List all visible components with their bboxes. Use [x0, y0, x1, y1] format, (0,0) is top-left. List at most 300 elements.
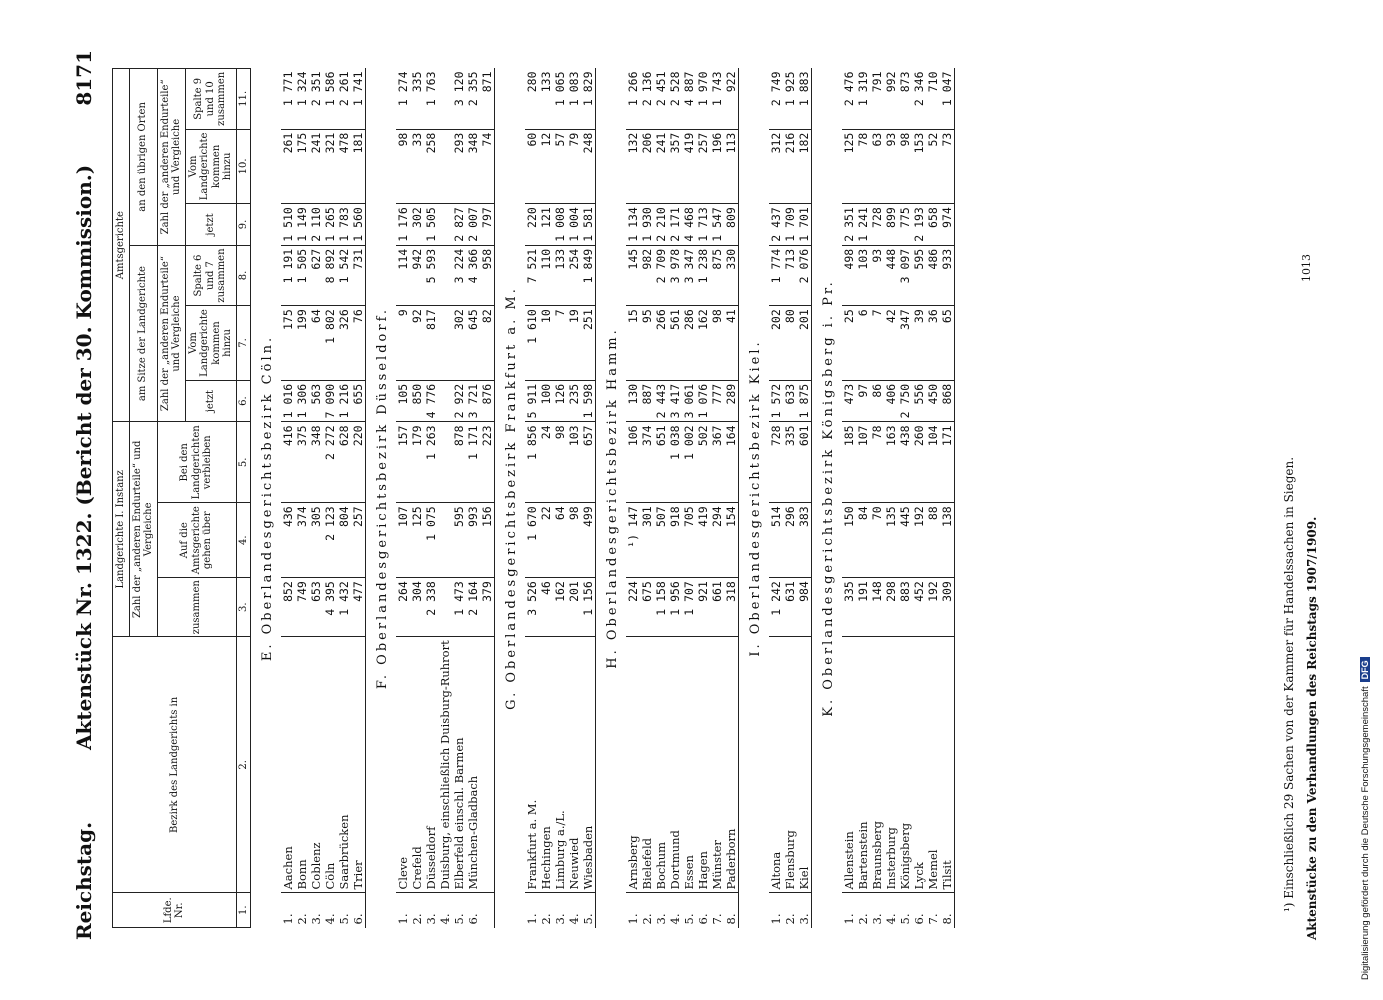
- district-name: Cleve: [396, 637, 410, 893]
- value-cell: 675: [640, 578, 654, 637]
- value-cell: 1 581: [581, 204, 596, 246]
- row-number: 1.: [525, 913, 539, 925]
- value-cell: 25: [842, 306, 856, 381]
- col-sp67: Spalte 6 und 7 zusammen: [185, 245, 236, 305]
- value-cell: 1 849: [581, 245, 596, 305]
- value-cell: 3 417: [668, 380, 682, 422]
- value-cell: 100: [539, 380, 553, 422]
- value-cell: 7 521: [525, 245, 539, 305]
- table-row: [424, 69, 438, 928]
- district-name: Kiel: [797, 637, 812, 893]
- table-row: [842, 69, 856, 928]
- table-row: [856, 69, 870, 928]
- value-cell: 125: [410, 503, 424, 578]
- value-cell: [438, 245, 452, 305]
- district-name: Altona: [769, 637, 783, 893]
- value-cell: 2 136: [640, 69, 654, 130]
- dfg-notice-text: Digitalisierung gefördert durch die Deutsche Forschungsgemeinschaft: [1360, 686, 1371, 980]
- column-number: 3.: [236, 578, 251, 637]
- value-cell: 220: [525, 204, 539, 246]
- value-cell: 1 274: [396, 69, 410, 130]
- row-number: 5.: [452, 913, 466, 925]
- value-cell: 1 771: [281, 69, 295, 130]
- value-cell: 312: [769, 129, 783, 204]
- value-cell: 383: [797, 503, 812, 578]
- value-cell: 78: [870, 422, 884, 503]
- value-cell: 1 432: [337, 578, 351, 637]
- col-jetzt-1: jetzt: [185, 380, 236, 422]
- value-cell: 318: [724, 578, 739, 637]
- row-number: 5.: [898, 913, 912, 925]
- value-cell: 305: [309, 503, 323, 578]
- value-cell: 57: [553, 129, 567, 204]
- value-cell: 2 193: [912, 204, 926, 246]
- value-cell: 563: [309, 380, 323, 422]
- district-name: Frankfurt a. M.: [525, 637, 539, 893]
- value-cell: 3 721: [466, 380, 480, 422]
- district-name: Elberfeld einschl. Barmen: [452, 637, 466, 893]
- section-heading-row: [812, 69, 842, 928]
- value-cell: 852: [281, 578, 295, 637]
- value-cell: 98: [898, 129, 912, 204]
- value-cell: 4 468: [682, 204, 696, 246]
- value-cell: 499: [581, 503, 596, 578]
- value-cell: 514: [769, 503, 783, 578]
- value-cell: 657: [581, 422, 596, 503]
- value-cell: 3 061: [682, 380, 696, 422]
- value-cell: 114: [396, 245, 410, 305]
- header-page-number: 8171: [72, 50, 96, 106]
- column-number: 10.: [236, 129, 251, 204]
- row-number: 4.: [884, 913, 898, 925]
- value-cell: 289: [724, 380, 739, 422]
- row-number: 8.: [724, 913, 738, 925]
- value-cell: 2 443: [654, 380, 668, 422]
- value-cell: 191: [856, 578, 870, 637]
- value-cell: 260: [912, 422, 926, 503]
- table-body: [251, 69, 956, 928]
- value-cell: 1 707: [682, 578, 696, 637]
- value-cell: 1 586: [323, 69, 337, 130]
- value-cell: 876: [480, 380, 495, 422]
- value-cell: 1 473: [452, 578, 466, 637]
- table-row: [281, 69, 295, 928]
- value-cell: 88: [926, 503, 940, 578]
- value-cell: 379: [480, 578, 495, 637]
- section-title: K. Oberlandesgerichtsbezirk Königsberg i. Pr.: [821, 279, 836, 717]
- district-name: Trier: [351, 637, 366, 893]
- value-cell: 749: [295, 578, 309, 637]
- district-name: Insterburg: [884, 637, 898, 893]
- value-cell: 241: [654, 129, 668, 204]
- table-row: [797, 69, 812, 928]
- value-cell: [438, 578, 452, 637]
- value-cell: [438, 306, 452, 381]
- section-heading-row: [495, 69, 525, 928]
- value-cell: 175: [295, 129, 309, 204]
- row-number: 4.: [438, 913, 452, 925]
- value-cell: 2 171: [668, 204, 682, 246]
- value-cell: 2 351: [309, 69, 323, 130]
- table-row: [337, 69, 351, 928]
- value-cell: 1 572: [769, 380, 783, 422]
- value-cell: 164: [724, 422, 739, 503]
- value-cell: 1 930: [640, 204, 654, 246]
- value-cell: 631: [783, 578, 797, 637]
- value-cell: 2 827: [452, 204, 466, 246]
- value-cell: 135: [884, 503, 898, 578]
- col-lg-zahl: Zahl der „anderen Endurteile“ und Vergleiche: [129, 422, 157, 637]
- value-cell: 1 191: [281, 245, 295, 305]
- district-name: Allenstein: [842, 637, 856, 893]
- value-cell: 15: [626, 306, 640, 381]
- value-cell: 298: [884, 578, 898, 637]
- value-cell: 982: [640, 245, 654, 305]
- value-cell: 64: [553, 503, 567, 578]
- table-row: [668, 69, 682, 928]
- value-cell: 1 925: [783, 69, 797, 130]
- value-cell: 1 266: [626, 69, 640, 130]
- table-row: [926, 69, 940, 928]
- value-cell: 171: [940, 422, 955, 503]
- value-cell: 223: [480, 422, 495, 503]
- value-cell: 921: [696, 578, 710, 637]
- value-cell: 1 216: [337, 380, 351, 422]
- value-cell: 296: [783, 503, 797, 578]
- value-cell: 775: [898, 204, 912, 246]
- value-cell: 2 749: [769, 69, 783, 130]
- value-cell: 791: [870, 69, 884, 130]
- col-lfde-nr: Lfde. Nr.: [113, 893, 237, 928]
- value-cell: 326: [337, 306, 351, 381]
- value-cell: 335: [783, 422, 797, 503]
- table-row: [553, 69, 567, 928]
- table-row: [654, 69, 668, 928]
- row-number: 4.: [567, 913, 581, 925]
- value-cell: 330: [724, 245, 739, 305]
- value-cell: 601: [797, 422, 812, 503]
- value-cell: 4 776: [424, 380, 438, 422]
- value-cell: 103: [856, 245, 870, 305]
- value-cell: 241: [309, 129, 323, 204]
- district-name: Bartenstein: [856, 637, 870, 893]
- value-cell: 1 065: [553, 69, 567, 130]
- value-cell: 1 956: [668, 578, 682, 637]
- value-cell: 235: [567, 380, 581, 422]
- value-cell: 98: [396, 129, 410, 204]
- value-cell: 1 076: [696, 380, 710, 422]
- value-cell: 36: [926, 306, 940, 381]
- row-number: 1.: [396, 913, 410, 925]
- value-cell: 175: [281, 306, 295, 381]
- value-cell: 2 451: [654, 69, 668, 130]
- table-row: [567, 69, 581, 928]
- value-cell: 150: [842, 503, 856, 578]
- value-cell: 148: [870, 578, 884, 637]
- page-number: 1013: [1300, 254, 1313, 282]
- value-cell: [438, 69, 452, 130]
- district-name: Cöln: [323, 637, 337, 893]
- value-cell: 478: [337, 129, 351, 204]
- district-name: Coblenz: [309, 637, 323, 893]
- value-cell: 110: [539, 245, 553, 305]
- value-cell: 561: [668, 306, 682, 381]
- col-bezirk: Bezirk des Landgerichts in: [113, 637, 237, 893]
- value-cell: 2 261: [337, 69, 351, 130]
- value-cell: 1 242: [769, 578, 783, 637]
- value-cell: 3 347: [682, 245, 696, 305]
- value-cell: 633: [783, 380, 797, 422]
- value-cell: 878: [452, 422, 466, 503]
- table-row: [581, 69, 596, 928]
- value-cell: 1 149: [295, 204, 309, 246]
- district-name: Crefeld: [410, 637, 424, 893]
- value-cell: 138: [940, 503, 955, 578]
- value-cell: 3 224: [452, 245, 466, 305]
- value-cell: 280: [525, 69, 539, 130]
- row-number: 6.: [696, 913, 710, 925]
- column-number: 11.: [236, 69, 251, 130]
- value-cell: 1 743: [710, 69, 724, 130]
- value-cell: 113: [724, 129, 739, 204]
- value-cell: 1 241: [856, 204, 870, 246]
- value-cell: 2 076: [797, 245, 812, 305]
- district-name: Münster: [710, 637, 724, 893]
- district-name: Aachen: [281, 637, 295, 893]
- value-cell: 367: [710, 422, 724, 503]
- table-row: [696, 69, 710, 928]
- value-cell: 1 505: [295, 245, 309, 305]
- value-cell: 2 210: [654, 204, 668, 246]
- value-cell: 2 007: [466, 204, 480, 246]
- value-cell: 12: [539, 129, 553, 204]
- row-number: 6.: [466, 913, 480, 925]
- value-cell: 473: [842, 380, 856, 422]
- value-cell: 4 887: [682, 69, 696, 130]
- value-cell: 301: [640, 503, 654, 578]
- value-cell: 335: [410, 69, 424, 130]
- row-number: [480, 893, 495, 928]
- value-cell: 286: [682, 306, 696, 381]
- column-number: 2.: [236, 637, 251, 893]
- value-cell: 7: [870, 306, 884, 381]
- value-cell: 97: [856, 380, 870, 422]
- value-cell: 2 437: [769, 204, 783, 246]
- section-title: I. Oberlandesgerichtsbezirk Kiel.: [748, 339, 763, 657]
- value-cell: 179: [410, 422, 424, 503]
- value-cell: 445: [898, 503, 912, 578]
- value-cell: 710: [926, 69, 940, 130]
- row-number: 3.: [797, 913, 811, 925]
- footnote: ¹) Einschließlich 29 Sachen von der Kammer für Handelssachen in Siegen.: [1282, 456, 1296, 912]
- value-cell: [438, 204, 452, 246]
- table-row: [410, 69, 424, 928]
- value-cell: 731: [351, 245, 366, 305]
- value-cell: 2 338: [424, 578, 438, 637]
- value-cell: 498: [842, 245, 856, 305]
- table-row: [466, 69, 480, 928]
- value-cell: 438: [898, 422, 912, 503]
- value-cell: 348: [309, 422, 323, 503]
- value-cell: 304: [410, 578, 424, 637]
- value-cell: 206: [640, 129, 654, 204]
- value-cell: 1 829: [581, 69, 596, 130]
- table-row: [309, 69, 323, 928]
- value-cell: 321: [323, 129, 337, 204]
- value-cell: 627: [309, 245, 323, 305]
- value-cell: 899: [884, 204, 898, 246]
- value-cell: 797: [480, 204, 495, 246]
- col-ag-uebrig-zahl: Zahl der „anderen Endurteile“ und Vergleiche: [157, 69, 185, 246]
- value-cell: 1 238: [696, 245, 710, 305]
- value-cell: 661: [710, 578, 724, 637]
- value-cell: 7 090: [323, 380, 337, 422]
- table-row: [724, 69, 739, 928]
- row-number: 3.: [309, 913, 323, 925]
- value-cell: 76: [351, 306, 366, 381]
- row-number: 2.: [539, 913, 553, 925]
- value-cell: 42: [884, 306, 898, 381]
- value-cell: 22: [539, 503, 553, 578]
- value-cell: 6: [856, 306, 870, 381]
- value-cell: [438, 129, 452, 204]
- value-cell: 375: [295, 422, 309, 503]
- district-name: Bochum: [654, 637, 668, 893]
- district-name: Flensburg: [783, 637, 797, 893]
- value-cell: 107: [856, 422, 870, 503]
- value-cell: 419: [682, 129, 696, 204]
- section-title: G. Oberlandesgerichtsbezirk Frankfurt a. M.: [504, 286, 519, 710]
- value-cell: 73: [940, 129, 955, 204]
- value-cell: 257: [696, 129, 710, 204]
- value-cell: 192: [926, 578, 940, 637]
- value-cell: 60: [525, 129, 539, 204]
- value-cell: 2 528: [668, 69, 682, 130]
- value-cell: 93: [870, 245, 884, 305]
- value-cell: 992: [884, 69, 898, 130]
- district-name: Memel: [926, 637, 940, 893]
- value-cell: 416: [281, 422, 295, 503]
- value-cell: 728: [870, 204, 884, 246]
- value-cell: 10: [539, 306, 553, 381]
- col-landgerichte: Landgerichte I. Instanz: [113, 422, 130, 637]
- value-cell: 251: [581, 306, 596, 381]
- column-number: 4.: [236, 503, 251, 578]
- value-cell: 871: [480, 69, 495, 130]
- district-name: München-Gladbach: [466, 637, 480, 893]
- value-cell: 5 911: [525, 380, 539, 422]
- row-number: 2.: [640, 913, 654, 925]
- value-cell: 335: [842, 578, 856, 637]
- value-cell: 450: [926, 380, 940, 422]
- value-cell: 448: [884, 245, 898, 305]
- value-cell: 374: [640, 422, 654, 503]
- col-lg-zusammen: zusammen: [157, 578, 236, 637]
- value-cell: 98: [553, 422, 567, 503]
- district-name: Duisburg, einschließlich Duisburg-Ruhrort: [438, 637, 452, 893]
- value-cell: 452: [912, 578, 926, 637]
- value-cell: 79: [567, 129, 581, 204]
- row-number: 1.: [842, 913, 856, 925]
- table-row: [870, 69, 884, 928]
- table-row: [396, 69, 410, 928]
- row-number: 6.: [912, 913, 926, 925]
- value-cell: 33: [410, 129, 424, 204]
- value-cell: 1 158: [654, 578, 668, 637]
- value-cell: 357: [668, 129, 682, 204]
- value-cell: 192: [912, 503, 926, 578]
- value-cell: 162: [553, 578, 567, 637]
- value-cell: 1 713: [696, 204, 710, 246]
- value-cell: 713: [783, 245, 797, 305]
- value-cell: 86: [870, 380, 884, 422]
- table-row: [884, 69, 898, 928]
- row-number: 1.: [281, 913, 295, 925]
- district-name: Wiesbaden: [581, 637, 596, 893]
- value-cell: 156: [480, 503, 495, 578]
- value-cell: 2 164: [466, 578, 480, 637]
- district-name: Düsseldorf: [424, 637, 438, 893]
- value-cell: 41: [724, 306, 739, 381]
- section-rule: [955, 69, 956, 928]
- value-cell: 309: [940, 578, 955, 637]
- value-cell: 883: [898, 578, 912, 637]
- value-cell: 196: [710, 129, 724, 204]
- table-row: [769, 69, 783, 928]
- column-number-row: [236, 69, 251, 928]
- value-cell: 1 774: [769, 245, 783, 305]
- value-cell: 3 120: [452, 69, 466, 130]
- value-cell: 302: [410, 204, 424, 246]
- value-cell: 1 547: [710, 204, 724, 246]
- value-cell: 2 351: [842, 204, 856, 246]
- value-cell: 507: [654, 503, 668, 578]
- value-cell: 133: [539, 69, 553, 130]
- value-cell: 653: [309, 578, 323, 637]
- value-cell: 406: [884, 380, 898, 422]
- value-cell: 628: [337, 422, 351, 503]
- row-number: 4.: [323, 913, 337, 925]
- value-cell: 52: [926, 129, 940, 204]
- district-name: Bielefeld: [640, 637, 654, 893]
- row-number: 5.: [682, 913, 696, 925]
- row-number: 3.: [654, 913, 668, 925]
- value-cell: 98: [567, 503, 581, 578]
- value-cell: 804: [337, 503, 351, 578]
- footer-source: Aktenstücke zu den Verhandlungen des Reichstags 1907/1909.: [1305, 516, 1319, 940]
- value-cell: 2 922: [452, 380, 466, 422]
- value-cell: 1 741: [351, 69, 366, 130]
- district-name: Neuwied: [567, 637, 581, 893]
- district-name: Essen: [682, 637, 696, 893]
- value-cell: 595: [912, 245, 926, 305]
- value-cell: 2 272: [323, 422, 337, 503]
- value-cell: 887: [640, 380, 654, 422]
- value-cell: 1 083: [567, 69, 581, 130]
- value-cell: 104: [926, 422, 940, 503]
- value-cell: 8 892: [323, 245, 337, 305]
- value-cell: 942: [410, 245, 424, 305]
- district-name: Arnsberg: [626, 637, 640, 893]
- value-cell: 80: [783, 306, 797, 381]
- value-cell: 7: [553, 306, 567, 381]
- row-number: 2.: [410, 913, 424, 925]
- row-number: 7.: [710, 913, 724, 925]
- dfg-notice: [1360, 657, 1371, 980]
- value-cell: 809: [724, 204, 739, 246]
- section-heading-row: [251, 69, 282, 928]
- value-cell: 1 542: [337, 245, 351, 305]
